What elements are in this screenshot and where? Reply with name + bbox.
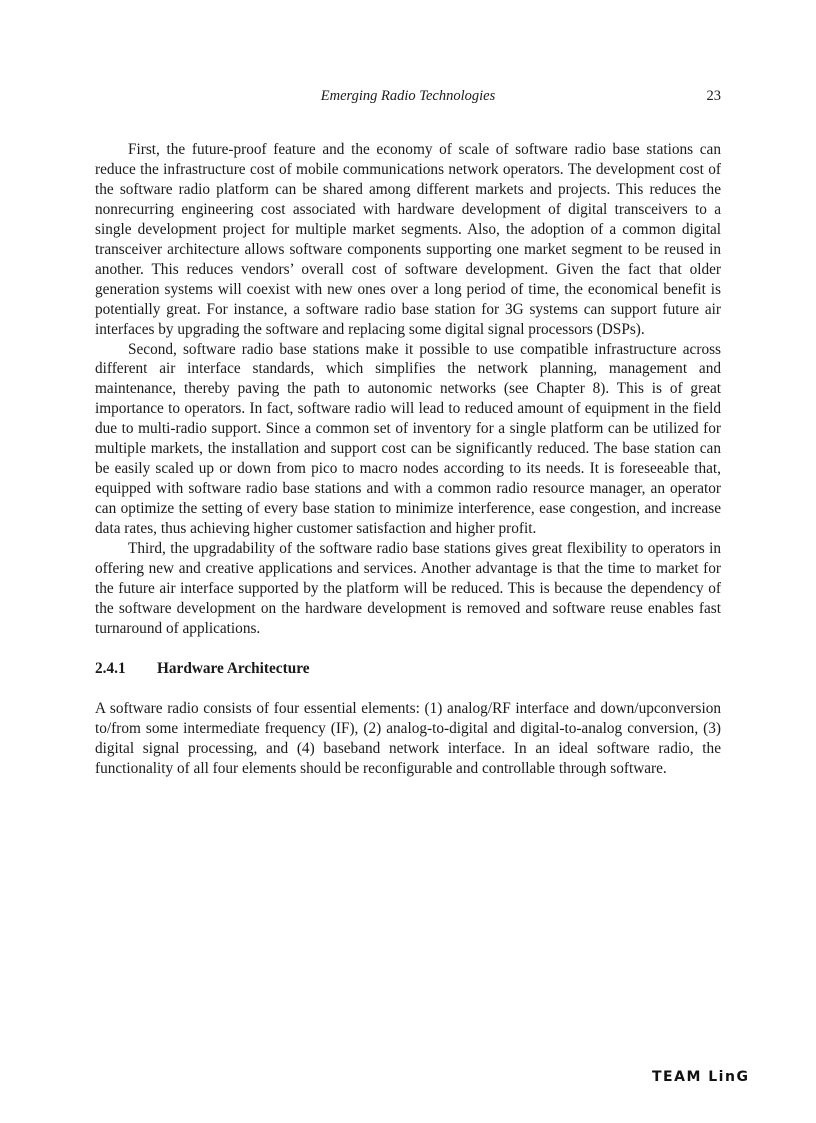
team-ling-watermark: TEAM LinG [652, 1069, 750, 1085]
section-title: Hardware Architecture [157, 659, 310, 677]
running-title: Emerging Radio Technologies [320, 88, 496, 104]
section-number: 2.4.1 [95, 659, 126, 677]
page-number: 23 [706, 88, 721, 104]
body-text [95, 140, 721, 779]
paragraph-third: Third, the upgradability of the software radio base stations gives great flexibility to operators in offering new and creative applications and services. Another advantage is that the time to market for the future air interface supported by the platform will be reduced. This is because the dependency of the software development on the hardware development is removed and software reuse enables fast turnaround of applications. [95, 540, 721, 637]
book-page [95, 0, 721, 1123]
paragraph-section: A software radio consists of four essential elements: (1) analog/RF interface and down/upconversion to/from some intermediate frequency (IF), (2) analog-to-digital and digital-to-analog conversion, (3) digital signal processing, and (4) baseband network interface. In an ideal software radio, the functionality of all four elements should be reconfigurable and controllable through software. [95, 699, 721, 777]
section-heading [95, 659, 721, 679]
running-header [95, 88, 721, 108]
paragraph-second: Second, software radio base stations make it possible to use compatible infrastructure across different air interface standards, which simplifies the network planning, management and maintenance, thereby paving the path to autonomic networks (see Chapter 8). This is of great importance to operators. In fact, software radio will lead to reduced amount of equipment in the field due to multi-radio support. Since a common set of inventory for a single platform can be utilized for multiple markets, the installation and support cost can be significantly reduced. The base station can be easily scaled up or down from pico to macro nodes according to its needs. It is foreseeable that, equipped with software radio base stations and with a common radio resource manager, an operator can optimize the setting of every base station to minimize interference, ease congestion, and increase data rates, thus achieving higher customer satisfaction and higher profit. [95, 340, 721, 538]
paragraph-first: First, the future-proof feature and the economy of scale of software radio base stations can reduce the infrastructure cost of mobile communications network operators. The development cost of the software radio platform can be shared among different markets and projects. This reduces the nonrecurring engineering cost associated with hardware development of digital transceivers to a single development project for multiple market segments. Also, the adoption of a common digital transceiver architecture allows software components supporting one market segment to be reused in another. This reduces vendors’ overall cost of software development. Given the fact that older generation systems will coexist with new ones over a long period of time, the economical benefit is potentially great. For instance, a software radio base station for 3G systems can support future air interfaces by upgrading the software and replacing some digital signal processors (DSPs). [95, 141, 721, 338]
